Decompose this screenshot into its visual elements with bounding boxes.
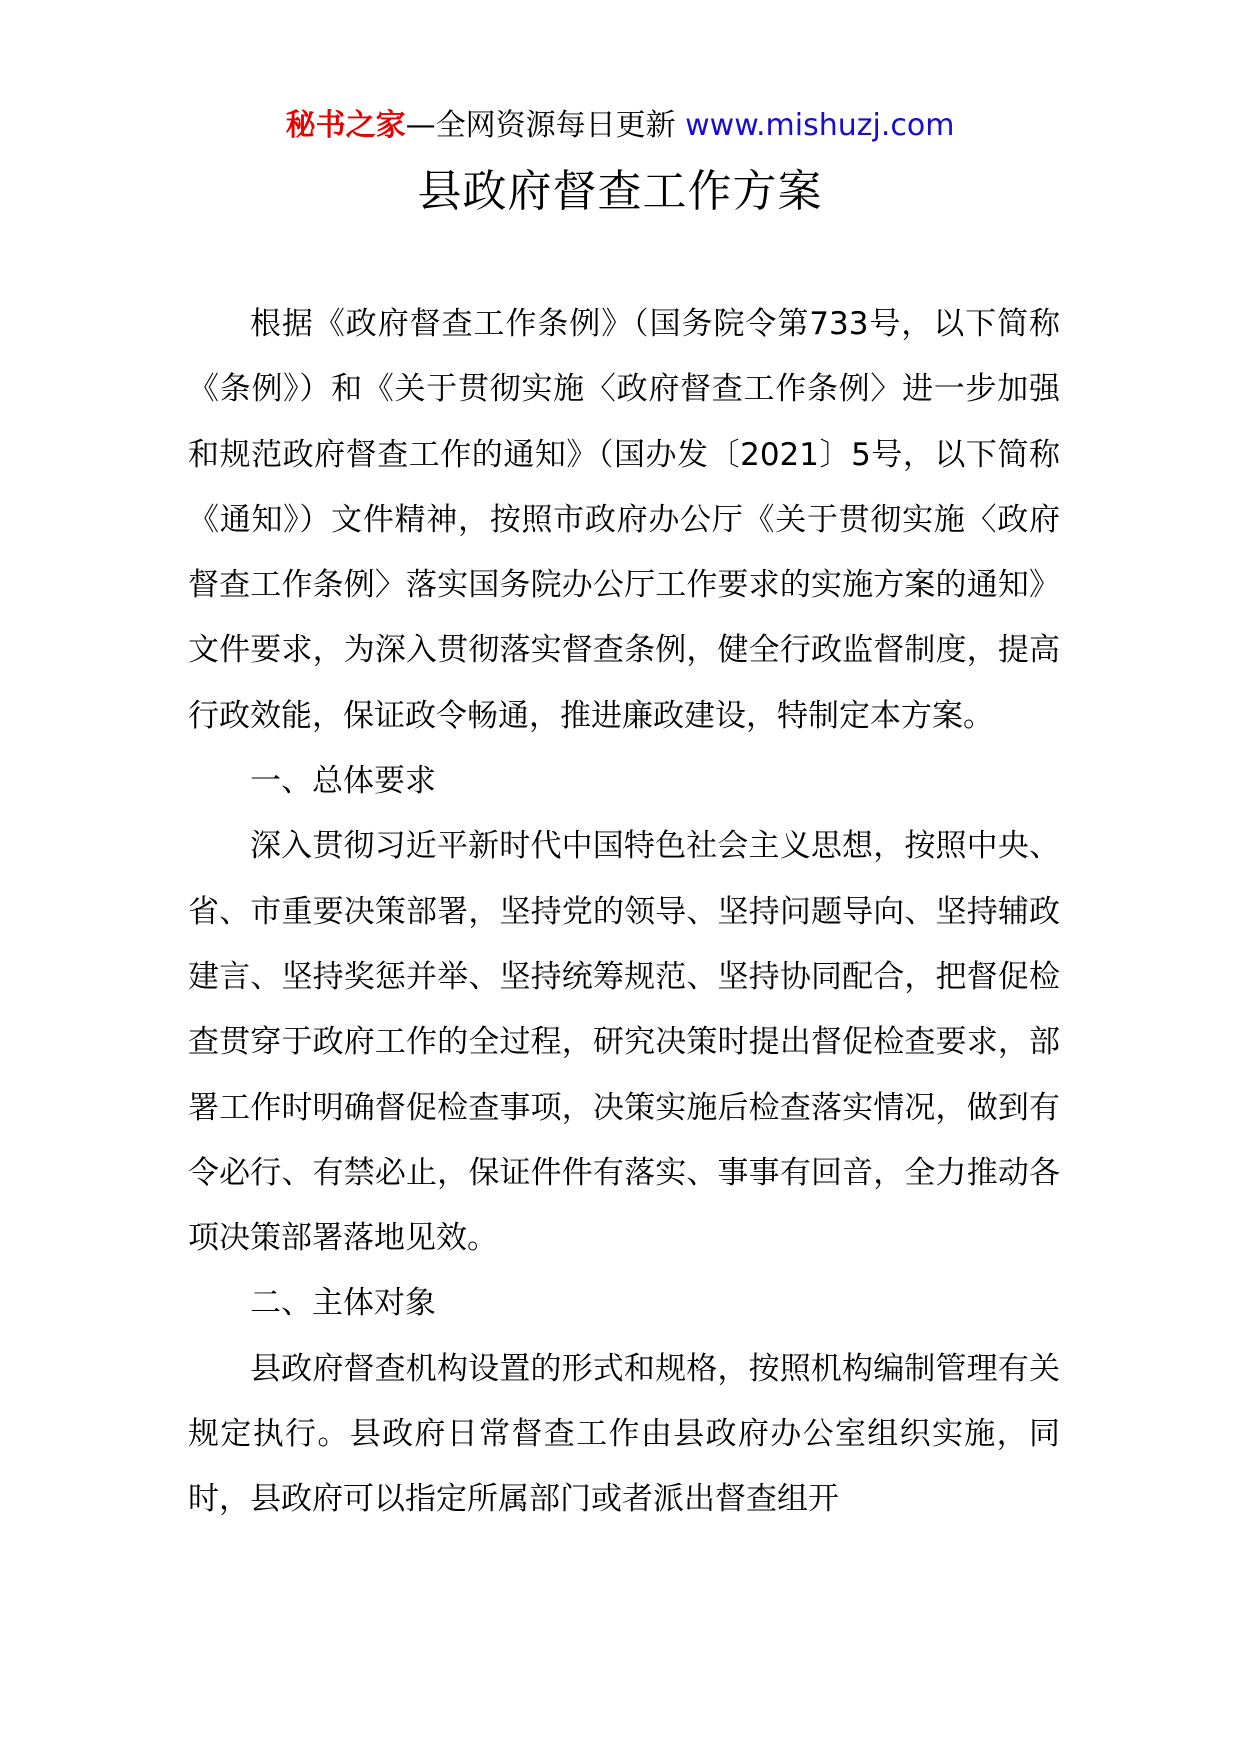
document-body — [188, 292, 1060, 1533]
header-banner — [0, 104, 1240, 148]
section-heading-general-requirements: 一、总体要求 — [250, 763, 436, 800]
general-requirements-paragraph: 深入贯彻习近平新时代中国特色社会主义思想，按照中央、省、市重要决策部署，坚持党的领导、坚持问题导向、坚持辅政建言、坚持奖惩并举、坚持统筹规范、坚持协同配合，把督促检查贯穿于政府工作的全过程，研究决策时提出督促检查要求，部署工作时明确督促检查事项，决策实施后检查落实情况，做到有令必行、有禁必止，保证件件有落实、事事有回音，全力推动各项决策部署落地见效。 — [188, 828, 1060, 1257]
brand-slogan: —全网资源每日更新 — [405, 108, 676, 143]
document-title: 县政府督查工作方案 — [417, 166, 823, 217]
main-subjects-paragraph: 县政府督查机构设置的形式和规格，按照机构编制管理有关规定执行。县政府日常督查工作由县政府办公室组织实施，同时，县政府可以指定所属部门或者派出督查组开 — [188, 1350, 1060, 1518]
section-heading-main-subjects: 二、主体对象 — [250, 1285, 436, 1322]
site-url-link[interactable]: www.mishuzj.com — [685, 108, 955, 143]
brand-name: 秘书之家 — [285, 108, 406, 143]
intro-paragraph: 根据《政府督查工作条例》（国务院令第733号，以下简称《条例》）和《关于贯彻实施〈政府督查工作条例〉进一步加强和规范政府督查工作的通知》（国办发〔2021〕5号，以下简称《通知》）文件精神，按照市政府办公厅《关于贯彻实施〈政府督查工作条例〉落实国务院办公厅工作要求的实施方案的通知》文件要求，为深入贯彻落实督查条例，健全行政监督制度，提高行政效能，保证政令畅通，推进廉政建设，特制定本方案。 — [188, 306, 1060, 734]
